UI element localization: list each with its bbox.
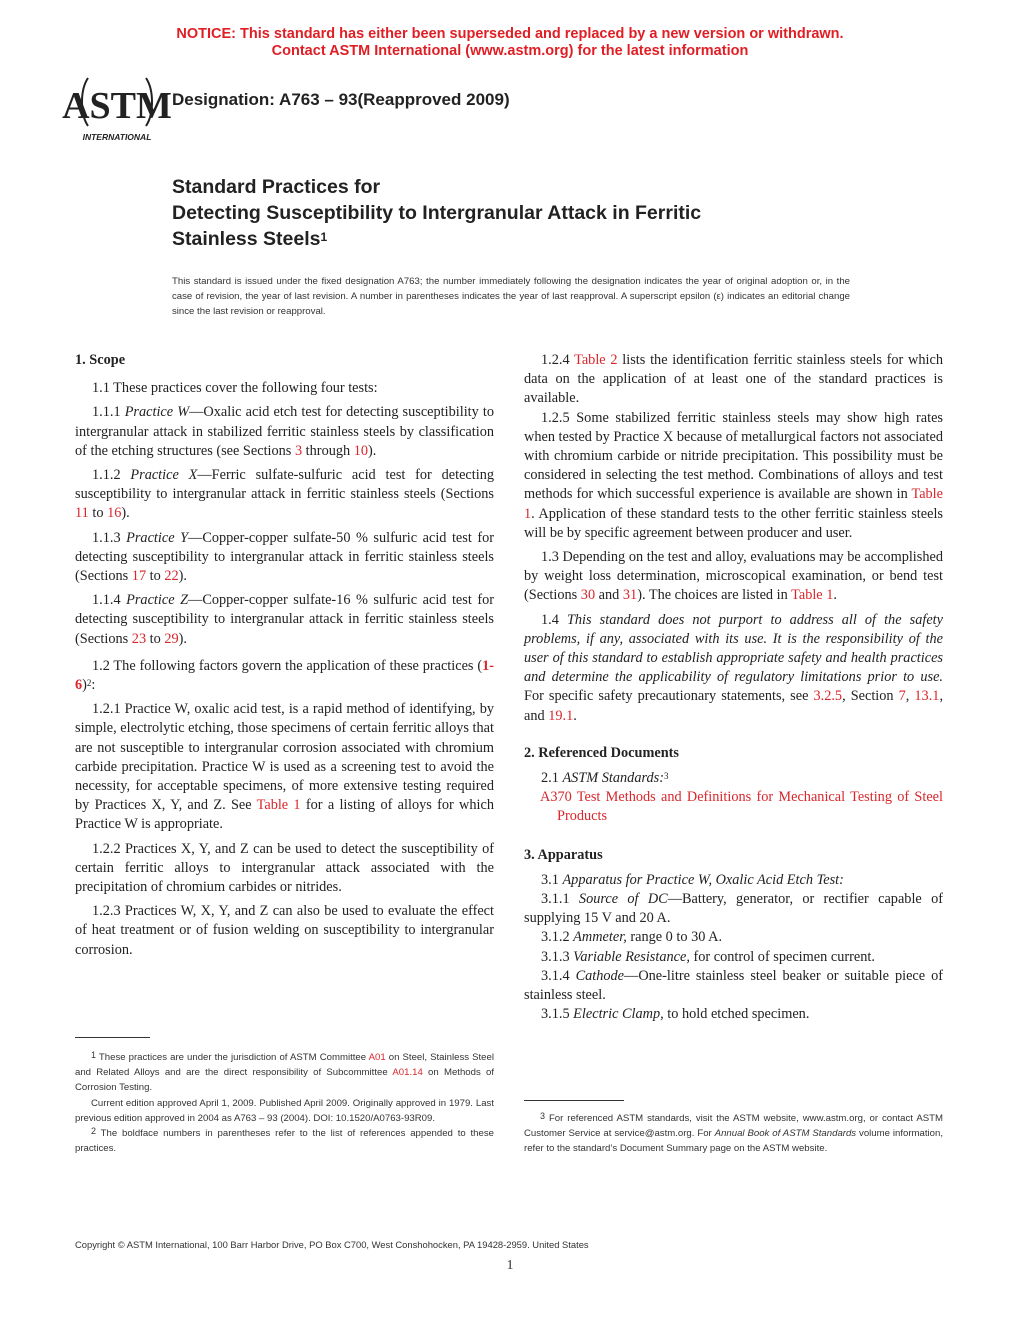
a370-title[interactable]: Test Methods and Definitions for Mechanical Testing of Steel Products xyxy=(557,789,943,825)
para-1-2: 1.2 The following factors govern the application of these practices $(1-6)^2$: xyxy=(75,657,494,694)
para-1-2-2: 1.2.2 Practices X, Y, and Z can be used to detect the susceptibility of certain ferritic alloys to intergranular attack associated with the precipitation of chromium carbides or nitrides. xyxy=(75,840,494,896)
copyright-footer: Copyright © ASTM International, 100 Barr Harbor Drive, PO Box C700, West Conshohocken, PA 19428-2959. United States xyxy=(75,1239,589,1250)
footnote-1-edition: Current edition approved April 1, 2009. Published April 2009. Originally approved in 1979. Last previous edition approved in 2004 as A763 – 93 (2004). DOI: 10.1520/A0763-93R09. xyxy=(75,1097,494,1124)
para-1-2-3: 1.2.3 Practices W, X, Y, and Z can also be used to evaluate the effect of heat treatment or of fusion welding on susceptibility to intergranular corrosion. xyxy=(75,903,494,958)
left-footnotes xyxy=(75,1050,494,1156)
para-3-1-2: 3.1.2 Ammeter, range 0 to 30 A. xyxy=(541,929,723,946)
para-3-1-3: 3.1.3 Variable Resistance, for control of specimen current. xyxy=(541,948,875,965)
para-3-1-4: 3.1.4 Cathode—One-litre stainless steel beaker or suitable piece of stainless steel. xyxy=(524,967,943,1004)
a370-reference[interactable] xyxy=(524,788,943,826)
para-1-1-2: 1.1.2 Practice X—Ferric sulfate-sulfuric acid test for detecting susceptibility to intergranular attack in ferritic stainless steels (Sections 11 to 16). xyxy=(75,467,494,522)
designation: Designation: A763 – 93(Reapproved 2009) xyxy=(172,90,510,109)
para-3-1-1: 3.1.1 Source of DC—Battery, generator, or rectifier capable of supplying 15 V and 20 A. xyxy=(524,891,943,927)
section-ref-link[interactable]: 7 xyxy=(898,688,906,705)
para-1-2-1: 1.2.1 Practice W, oxalic acid test, is a rapid method of identifying, by simple, electrolytic etching, those specimens of certain ferritic alloys that are not susceptible to intergranular corrosion associated with chromium carbide precipitation. Practice W is used as a screening test to avoid the necessity, for acceptable specimens, of more extensive testing required by Practices X, Y, and Z. See Table 1 for a listing of alloys for which Practice W is appropriate. xyxy=(75,701,494,833)
table-ref-link[interactable]: Table 1 xyxy=(791,587,834,604)
page-number: 1 xyxy=(506,1258,514,1273)
right-column xyxy=(524,351,943,1025)
section-ref-link[interactable]: 10 xyxy=(353,442,369,459)
reference-link[interactable]: 1-6 xyxy=(75,657,494,694)
left-column xyxy=(75,351,494,960)
table-ref-link[interactable]: Table 1 xyxy=(256,797,301,814)
para-1-4: 1.4 This standard does not purport to address all of the safety problems, if any, associated with its use. It is the responsibility of the user of this standard to establish appropriate safety and health practices and determine the applicability of regulatory limitations prior to use. For specific safety precautionary statements, see 3.2.5, Section 7, 13.1, and 19.1. xyxy=(524,611,944,724)
section-ref-link[interactable]: 13.1 xyxy=(914,688,940,705)
table-ref-link[interactable]: Table 2 xyxy=(574,352,618,368)
para-1-1: 1.1 These practices cover the following four tests: xyxy=(92,380,378,397)
title-line-1: Standard Practices for xyxy=(172,176,381,198)
section-ref-link[interactable]: 19.1 xyxy=(548,707,574,724)
section-ref-link[interactable]: 17 xyxy=(131,568,147,585)
para-1-1-1: 1.1.1 Practice W—Oxalic acid etch test for detecting susceptibility to intergranular attack in stabilized ferritic stainless steels by classification of the etching structures (see Sections 3 through 10). xyxy=(75,404,494,459)
section-ref-link[interactable]: 11 xyxy=(75,505,89,522)
section-ref-link[interactable]: 29 xyxy=(164,630,179,647)
table-ref-link[interactable]: Table 1 xyxy=(524,486,943,522)
para-1-2-5: 1.2.5 Some stabilized ferritic stainless steels may show high rates when tested by Practice X because of metallurgical factors not associated with chromium carbide or nitride precipitation. This possibility must be considered in selecting the test method. Combinations of alloys and test methods for which successful experience is available are shown in Table 1. Application of these standard tests to the other ferritic stainless steels will be by specific agreement between producer and user. xyxy=(524,409,943,541)
committee-link[interactable]: A01 xyxy=(368,1052,386,1063)
section-ref-link[interactable]: 31 xyxy=(622,587,638,604)
right-footnotes xyxy=(524,1111,943,1157)
para-1-2-4: 1.2.4 Table 2 lists the identification ferritic stainless steels for which data on the application of at least one of the standard practices is available. xyxy=(524,352,943,407)
section-ref-link[interactable]: 3.2.5 xyxy=(813,688,843,705)
notice-banner xyxy=(0,26,1020,60)
para-1-3: 1.3 Depending on the test and alloy, evaluations may be accomplished by weight loss determination, microscopical examination, or bend test (Sections 30 and 31). The choices are listed in Table 1. xyxy=(524,549,943,604)
section-ref-link[interactable]: 3 xyxy=(294,442,303,459)
notice-line-1: NOTICE: This standard has either been superseded and replaced by a new version or withdrawn. xyxy=(176,26,844,42)
logo-letters: ASTM xyxy=(62,85,172,127)
section-ref-link[interactable]: 16 xyxy=(107,505,122,522)
title-line-3: Stainless Steels xyxy=(172,228,321,250)
para-1-1-3: 1.1.3 Practice Y—Copper-copper sulfate-50 % sulfuric acid test for detecting susceptibility to intergranular attack in ferritic stainless steels (Sections 17 to 22). xyxy=(75,529,495,585)
title-footnote-marker: 1 xyxy=(320,230,328,244)
subcommittee-link[interactable]: A01.14 xyxy=(392,1067,423,1079)
footnote-2: $^2$ The boldface numbers in parentheses refer to the list of references appended to these practices. xyxy=(75,1126,494,1155)
para-1-1-4: 1.1.4 Practice Z—Copper-copper sulfate-16 % sulfuric acid test for detecting susceptibility to intergranular attack in ferritic stainless steels (Sections 23 to 29). xyxy=(75,592,495,647)
footnote-divider xyxy=(524,1100,624,1101)
section-ref-link[interactable]: 30 xyxy=(580,587,596,604)
footnote-3: $^3$ For referenced ASTM standards, visit the ASTM website, www.astm.org, or contact ASTM Customer Service at service@astm.org. For Annual Book of ASTM Standards volume information, refer to the standard’s Document Summary page on the ASTM website. xyxy=(524,1111,943,1155)
document-title xyxy=(172,174,701,252)
para-3-1-5: 3.1.5 Electric Clamp, to hold etched specimen. xyxy=(541,1006,810,1023)
section-1-heading: 1. Scope xyxy=(75,352,126,368)
section-3-heading: 3. Apparatus xyxy=(524,846,603,863)
section-ref-link[interactable]: 22 xyxy=(164,568,179,585)
intro-paragraph: This standard is issued under the fixed designation A763; the number immediately following the designation indicates the year of original adoption or, in the case of revision, the year of last revision. A number in parentheses indicates the year of last reapproval. A superscript epsilon (ε) indicates an editorial change since the last revision or reapproval. xyxy=(172,276,850,317)
para-3-1: 3.1 Apparatus for Practice W, Oxalic Acid Etch Test: xyxy=(541,871,844,888)
title-line-2: Detecting Susceptibility to Intergranular Attack in Ferritic xyxy=(172,202,702,224)
footnote-1: $^1$ These practices are under the jurisdiction of ASTM Committee A01 on Steel, Stainless Steel and Related Alloys and are the direct responsibility of Subcommittee A01.14 on Methods of Corrosion Testing. xyxy=(75,1050,494,1094)
a370-code[interactable]: A370 xyxy=(540,789,572,806)
astm-logo xyxy=(62,74,172,144)
para-2-1: 2.1 ASTM Standards:$^3$ xyxy=(541,770,669,787)
section-ref-link[interactable]: 23 xyxy=(131,630,147,647)
footnote-divider xyxy=(75,1037,150,1038)
section-2-heading: 2. Referenced Documents xyxy=(524,744,679,761)
notice-line-2: Contact ASTM International (www.astm.org) for the latest information xyxy=(271,43,749,59)
logo-caption: INTERNATIONAL xyxy=(82,132,152,142)
